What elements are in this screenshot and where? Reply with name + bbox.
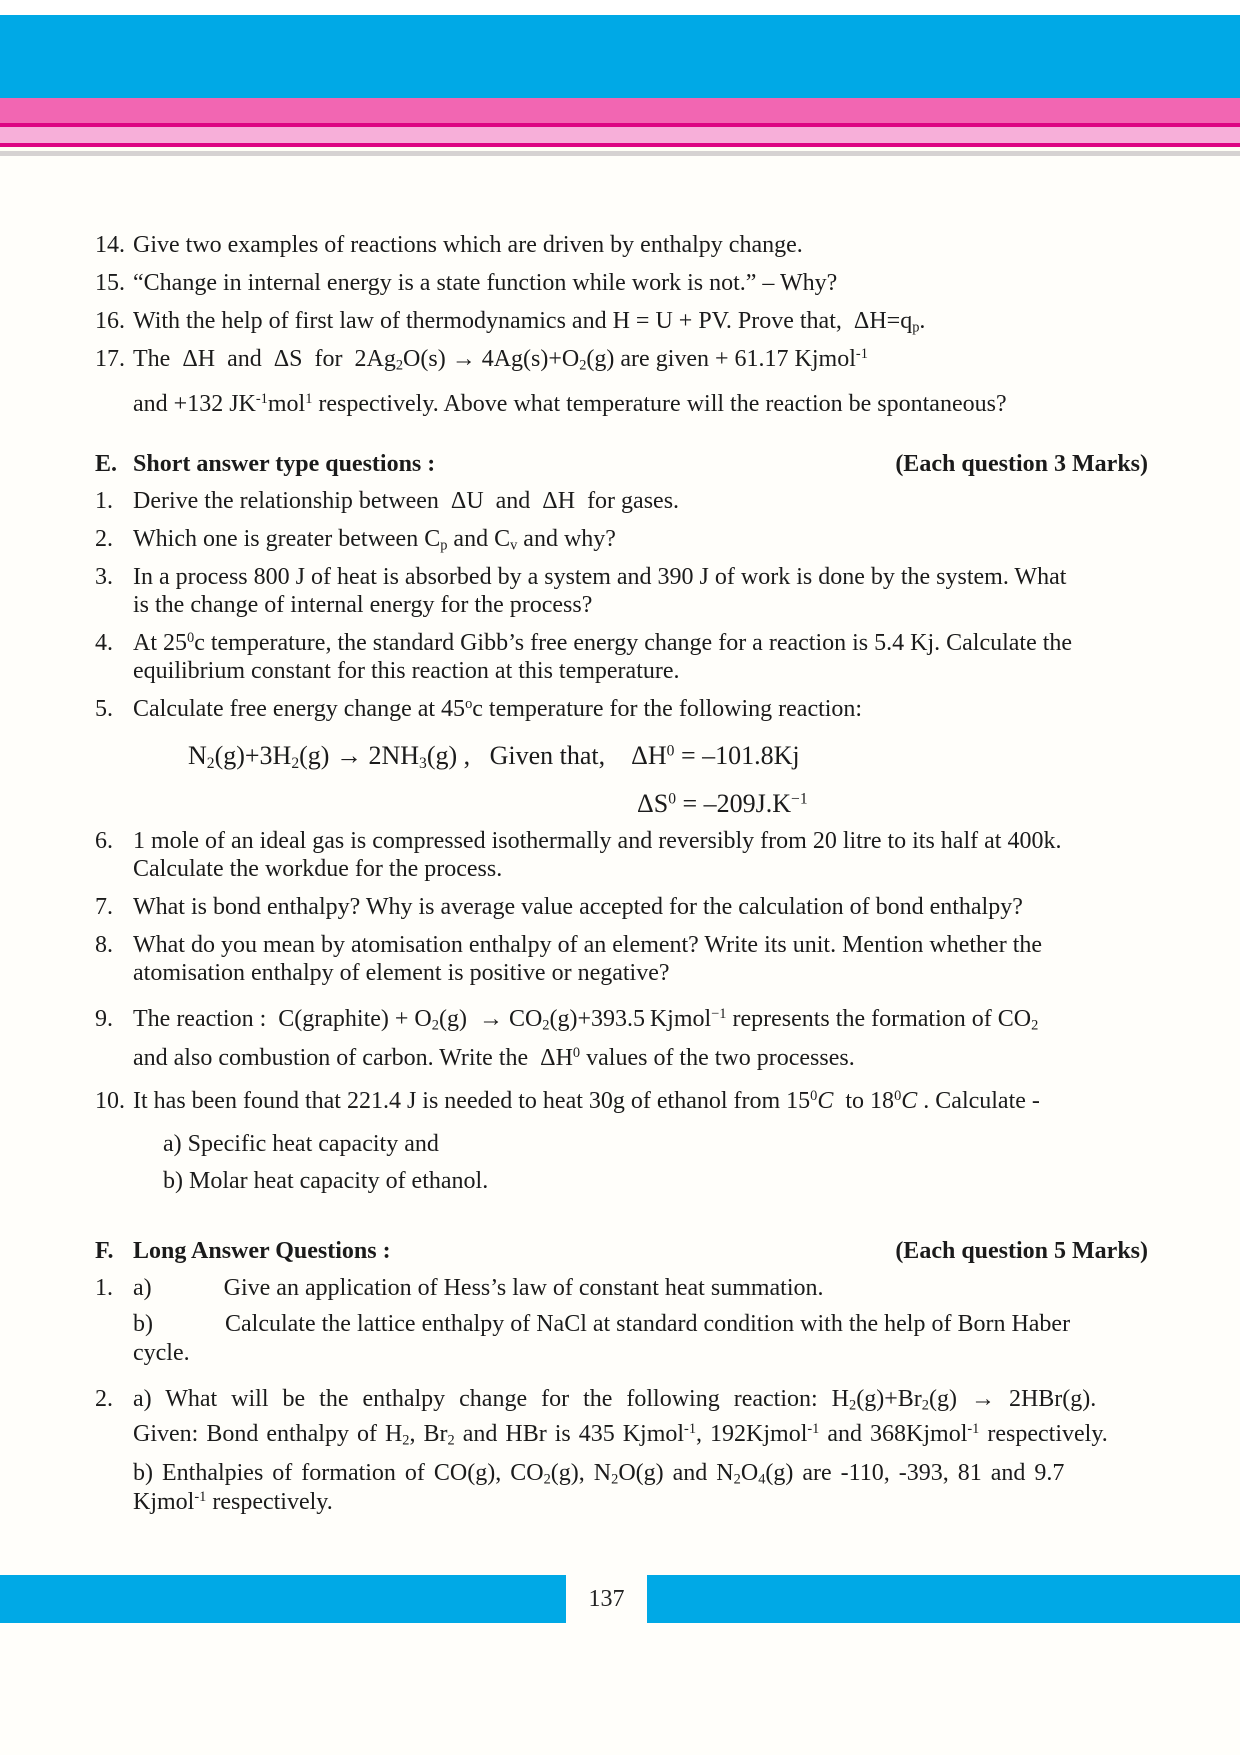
question-text <box>133 893 1148 921</box>
question-e7 <box>95 893 1148 921</box>
question-17 <box>95 345 1148 418</box>
question-line: b) Enthalpies of formation of CO(g), $CO_2(g)$, $N_2O(g)$ and $N_2O_4(g)$ are -110, -393, 81 and 9.7 <box>133 1460 1065 1488</box>
question-line: The ΔH and ΔS for $2Ag_2O(s) \to 4Ag(s)+O_2(g)$ are given + 61.17 Kjmol$^{-1}$ <box>133 346 868 374</box>
question-e10-sub-a: a) Specific heat capacity and <box>163 1131 439 1157</box>
question-f2 <box>95 1385 1148 1516</box>
question-text <box>133 345 1148 418</box>
question-e10-sub-b: b) Molar heat capacity of ethanol. <box>163 1168 489 1194</box>
question-line: What is bond enthalpy? Why is average value accepted for the calculation of bond enthalpy? <box>133 894 1023 920</box>
question-line: cycle. <box>133 1340 190 1366</box>
question-text <box>133 563 1148 619</box>
header-band-light-pink <box>0 127 1240 143</box>
question-number: 14. <box>95 232 125 258</box>
section-e-title-group <box>95 450 435 478</box>
question-line: What do you mean by atomisation enthalpy of an element? Write its unit. Mention whether the <box>133 932 1043 958</box>
question-line: At $25^0c$ temperature, the standard Gibb’s free energy change for a reaction is 5.4 Kj. Calculate the <box>133 630 1073 656</box>
page-header <box>0 0 1240 156</box>
question-number: 15. <box>95 270 125 296</box>
question-line: Given: Bond enthalpy of $H_2$, $Br_2$ and HBr is 435 Kjmol$^{-1}$, 192Kjmol$^{-1}$ and 368Kjmol$^{-1}$ respectively. <box>133 1421 1108 1449</box>
question-line: It has been found that 221.4 J is needed to heat 30g of ethanol from $15^0C$ to $18^0C$ . Calculate - <box>133 1088 1040 1114</box>
question-text <box>133 525 1148 553</box>
question-text <box>133 827 1148 883</box>
question-e9 <box>95 1005 1148 1072</box>
question-e4 <box>95 629 1148 685</box>
question-e3 <box>95 563 1148 619</box>
question-14 <box>95 231 1148 259</box>
question-line: b) Calculate the lattice enthalpy of NaCl at standard condition with the help of Born Haber <box>133 1311 1071 1337</box>
question-text <box>133 487 1148 515</box>
question-f1 <box>95 1274 1148 1367</box>
question-line: and +132 $JK^{-1}mol^1$ respectively. Above what temperature will the reaction be spontaneous? <box>133 391 1007 417</box>
question-number: 6. <box>95 828 113 854</box>
question-line: a) Give an application of Hess’s law of constant heat summation. <box>133 1275 824 1301</box>
section-title: Short answer type questions : <box>133 451 436 477</box>
question-line: “Change in internal energy is a state function while work is not.” – Why? <box>133 270 838 296</box>
question-text <box>133 629 1148 685</box>
question-number: 7. <box>95 894 113 920</box>
question-line: Give two examples of reactions which are driven by enthalpy change. <box>133 232 803 258</box>
question-text <box>133 931 1148 987</box>
section-title: Long Answer Questions : <box>133 1238 391 1264</box>
question-list <box>0 155 1240 1526</box>
question-line: Calculate free energy change at 45$^o$c temperature for the following reaction: <box>133 696 863 722</box>
question-text <box>133 1274 1148 1367</box>
question-number: 10. <box>95 1088 125 1114</box>
section-letter: F. <box>95 1238 114 1264</box>
question-number: 1. <box>95 488 113 514</box>
question-number: 3. <box>95 564 113 590</box>
question-line: Kjmol$^{-1}$ respectively. <box>133 1489 333 1515</box>
page-number: 137 <box>566 1575 647 1623</box>
question-number: 2. <box>95 526 113 552</box>
question-e8 <box>95 931 1148 987</box>
header-band-white <box>0 0 1240 15</box>
question-number: 8. <box>95 932 113 958</box>
question-16 <box>95 307 1148 335</box>
question-line: is the change of internal energy for the process? <box>133 592 593 618</box>
question-line: The reaction : C(graphite) + $O_2(g) \to CO_2(g)+393.5$ Kjmol$^{-1}$ represents the formation of $CO_2$ <box>133 1006 1039 1034</box>
question-line: Calculate the workdue for the process. <box>133 856 503 882</box>
question-e5 <box>95 695 1148 723</box>
equation-ds: $\Delta S^0 = -209J.K^{-1}$ <box>637 789 808 818</box>
question-15 <box>95 269 1148 297</box>
section-marks: (Each question 3 Marks) <box>895 451 1148 477</box>
section-letter: E. <box>95 451 118 477</box>
section-marks: (Each question 5 Marks) <box>895 1238 1148 1264</box>
question-line: In a process 800 J of heat is absorbed by a system and 390 J of work is done by the system. What <box>133 564 1067 590</box>
question-line: With the help of first law of thermodynamics and H = U + PV. Prove that, $\Delta H=q_p$. <box>133 308 926 336</box>
question-number: 2. <box>95 1386 113 1412</box>
header-band-pink <box>0 98 1240 123</box>
question-number: 5. <box>95 696 113 722</box>
footer-band-left <box>0 1575 566 1623</box>
question-e2 <box>95 525 1148 553</box>
question-e6 <box>95 827 1148 883</box>
header-band-blue <box>0 15 1240 98</box>
question-line: equilibrium constant for this reaction at this temperature. <box>133 658 680 684</box>
question-number: 9. <box>95 1006 113 1032</box>
question-text <box>133 1087 1148 1115</box>
question-number: 4. <box>95 630 113 656</box>
question-number: 1. <box>95 1275 113 1301</box>
question-text <box>133 231 1148 259</box>
equation-nh3: $N_2(g)+3H_2(g) \to 2NH_3(g)$ , Given that, $\Delta H^0 = -101.8Kj$ <box>188 741 800 772</box>
question-text <box>133 269 1148 297</box>
question-e10 <box>95 1087 1148 1115</box>
section-e-heading <box>95 450 1148 478</box>
question-line: 1 mole of an ideal gas is compressed isothermally and reversibly from 20 litre to its half at 400k. <box>133 828 1062 854</box>
question-e1 <box>95 487 1148 515</box>
question-line: a) What will be the enthalpy change for the following reaction: $H_2(g)+Br_2(g) \to 2HBr(g)$. <box>133 1386 1097 1414</box>
question-number: 16. <box>95 308 125 334</box>
footer-band-right <box>647 1575 1240 1623</box>
section-f-heading <box>95 1237 1148 1265</box>
question-text <box>133 1385 1148 1516</box>
question-number: 17. <box>95 346 125 372</box>
question-text <box>133 307 1148 335</box>
question-line: atomisation enthalpy of element is positive or negative? <box>133 960 670 986</box>
question-line: Derive the relationship between ΔU and ΔH for gases. <box>133 488 680 514</box>
page-footer <box>0 1575 1240 1623</box>
question-line: and also combustion of carbon. Write the $\Delta H^0$ values of the two processes. <box>133 1045 855 1071</box>
question-text <box>133 695 1148 723</box>
question-line: Which one is greater between $C_p$ and $C_v$ and why? <box>133 526 616 554</box>
section-f-title-group <box>95 1237 391 1265</box>
question-text <box>133 1005 1148 1072</box>
